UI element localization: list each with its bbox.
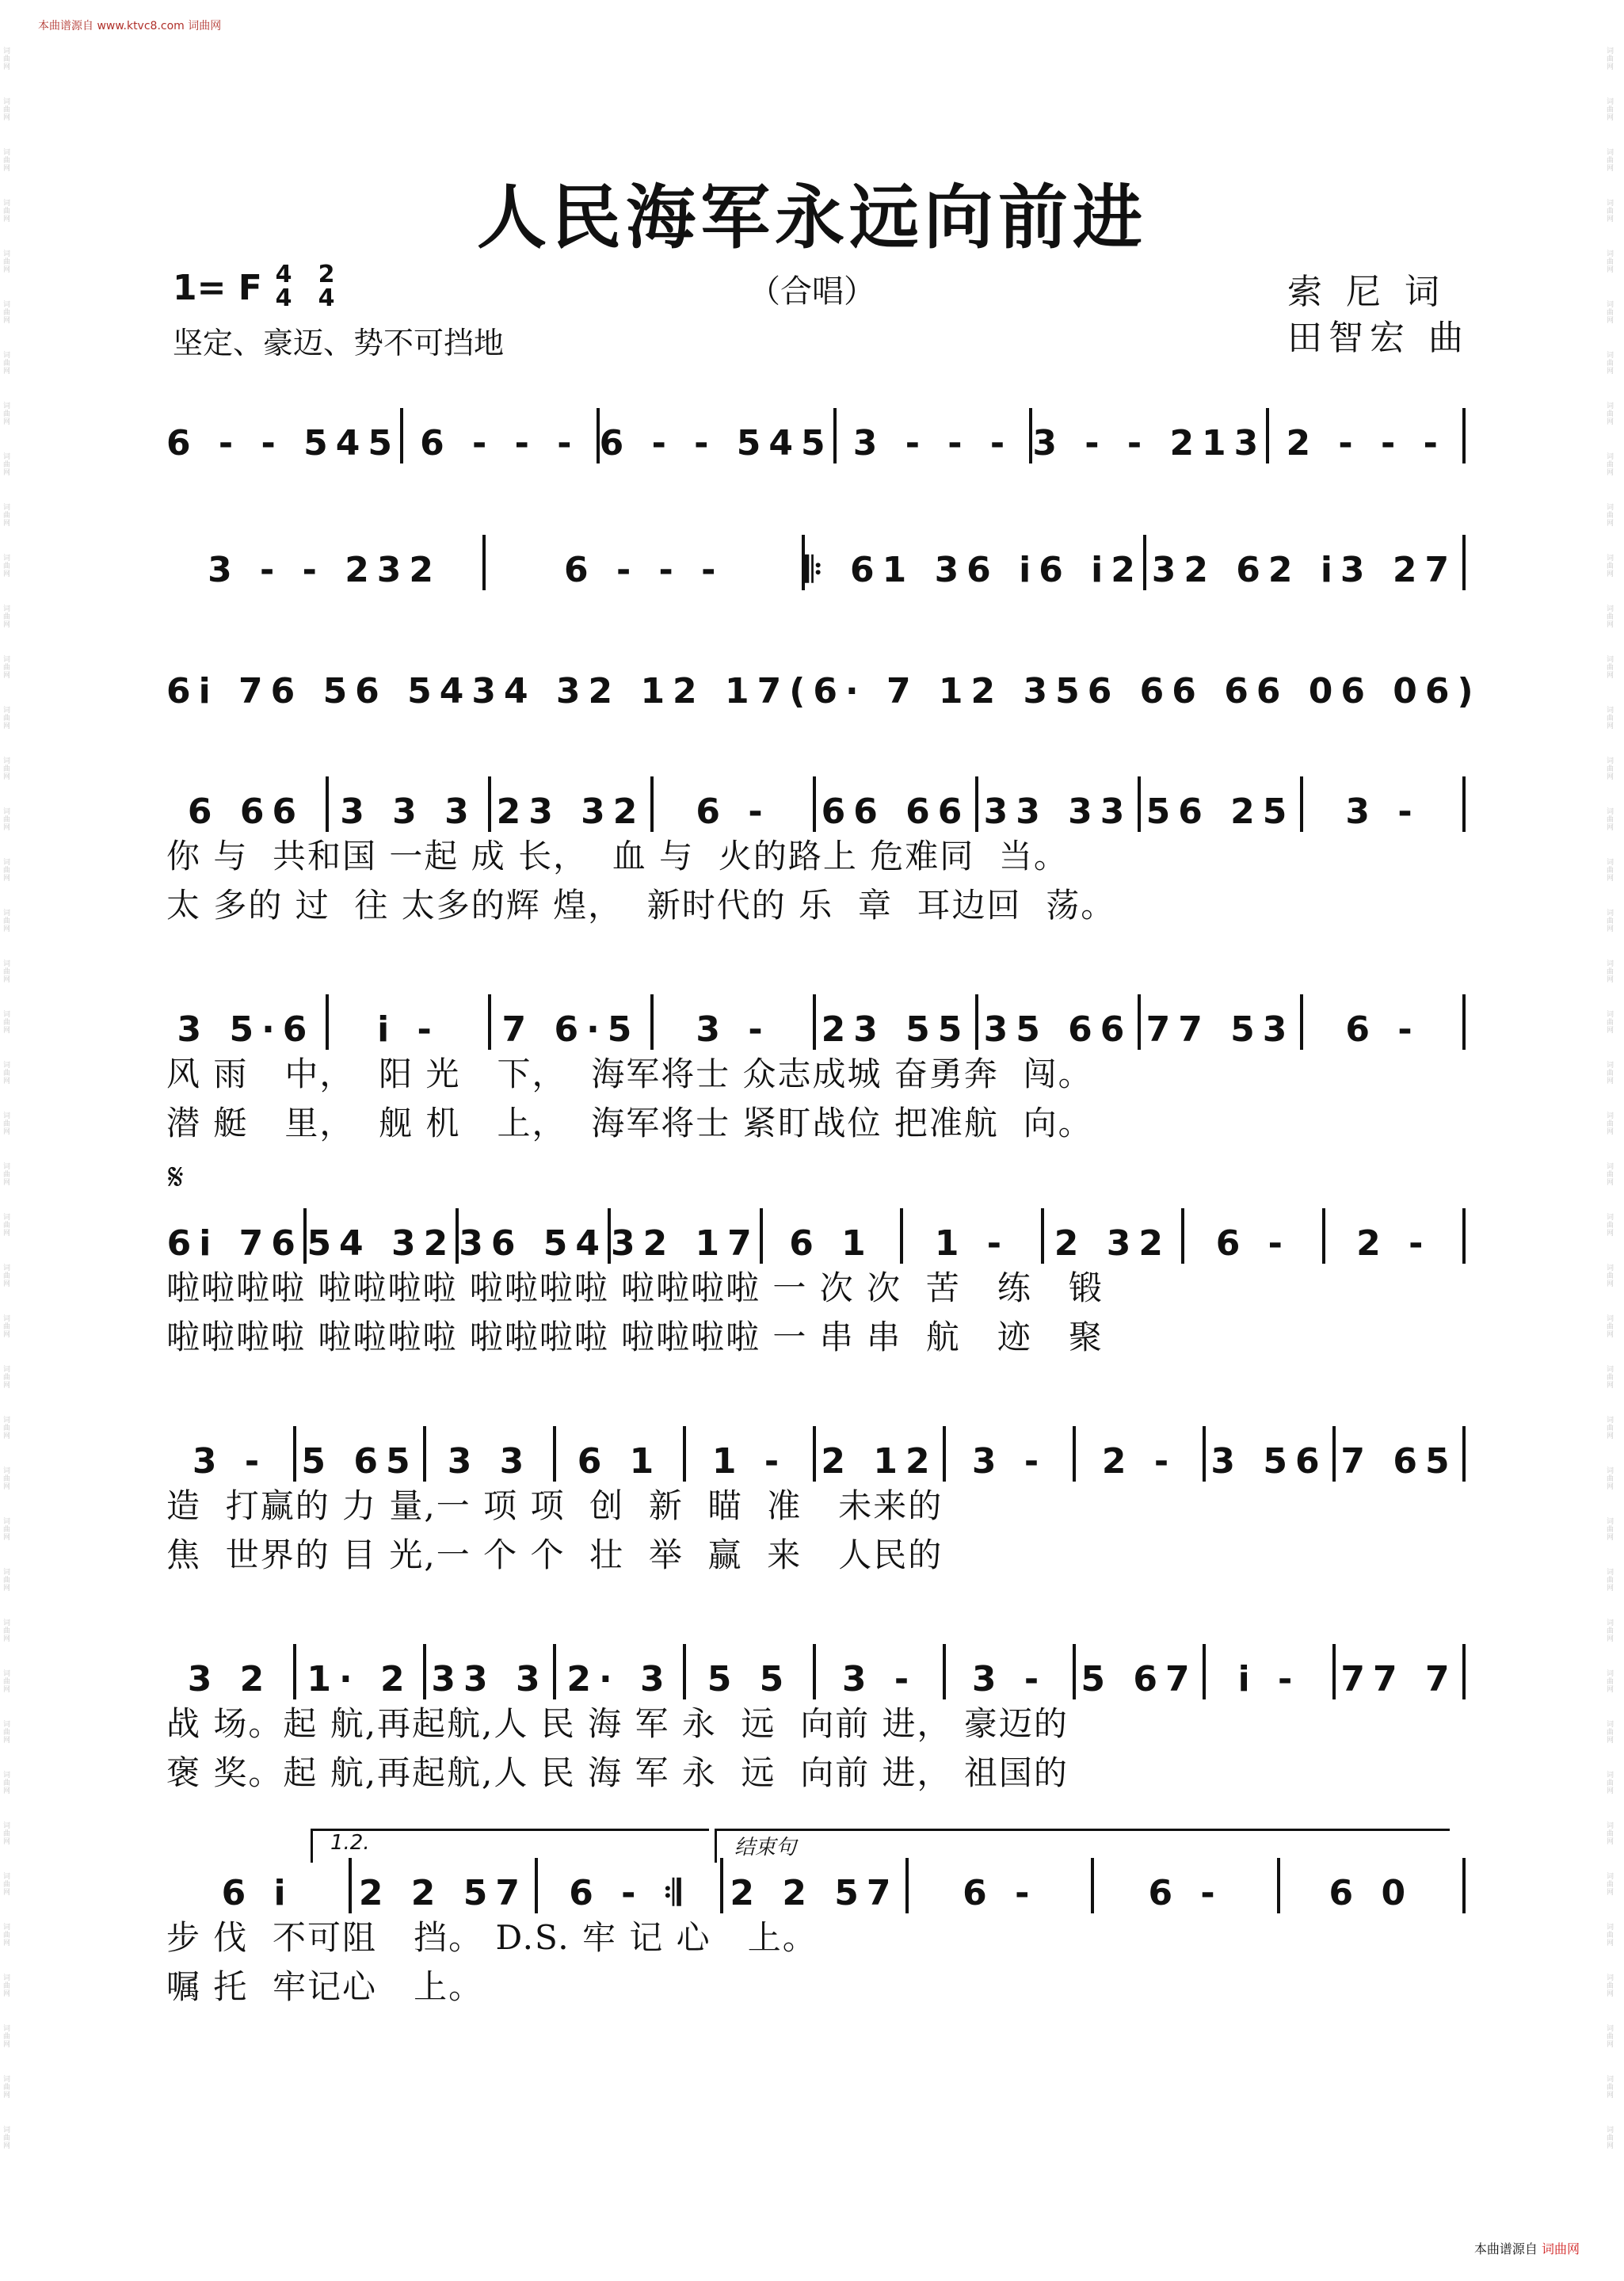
watermark-text: 词曲网 (3, 1366, 11, 1390)
watermark-text: 词曲网 (1607, 1214, 1614, 1238)
watermark-text: 词曲网 (3, 1467, 11, 1491)
notes-line (166, 1426, 1466, 1482)
time-signature-4-4: 4 4 (275, 261, 292, 312)
watermark-text: 词曲网 (1607, 555, 1614, 578)
measure: 6 - (1148, 1873, 1223, 1913)
watermark-text: 词曲网 (3, 1619, 11, 1643)
measure: 3 3 (447, 1441, 532, 1482)
footer-credit[interactable]: 本曲谱源自 词曲网 (1473, 2241, 1580, 2256)
bar-line (1462, 535, 1466, 590)
watermark-text: 词曲网 (1607, 1062, 1614, 1085)
measure: 56 25 (1146, 791, 1295, 832)
measure: 2 12 (821, 1441, 938, 1482)
measure: 6 - (1215, 1223, 1290, 1264)
score-row (166, 1858, 1466, 2012)
watermark-text: 词曲网 (3, 149, 11, 173)
measure: 3 - (696, 1009, 771, 1050)
watermark-text: 词曲网 (1607, 200, 1614, 223)
measure: 6 66 (187, 791, 305, 832)
measure: 23 32 (496, 791, 646, 832)
subtitle: （合唱） (749, 273, 875, 310)
measure: 3 56 (1210, 1441, 1328, 1482)
measure: i - (1237, 1659, 1301, 1699)
measure: 1 - (711, 1441, 787, 1482)
watermark-text: 词曲网 (3, 1873, 11, 1897)
measure: 2 2 57 (358, 1873, 528, 1913)
measure: 6 - - - (420, 423, 580, 463)
measure: 5 67 (1081, 1659, 1198, 1699)
watermark-text: 词曲网 (1607, 1264, 1614, 1288)
watermark-text: 词曲网 (3, 352, 11, 376)
measure: 5 5 (707, 1659, 792, 1699)
watermark-text: 词曲网 (3, 1264, 11, 1288)
measure: 3 2 (187, 1659, 273, 1699)
measure: 32 62 i3 27 (1151, 550, 1458, 590)
watermark-text: 词曲网 (1607, 1670, 1614, 1694)
watermark-text: 词曲网 (3, 1062, 11, 1085)
measure: 34 32 12 17 (471, 671, 790, 711)
watermark-text: 词曲网 (1607, 402, 1614, 426)
watermark-text: 词曲网 (1607, 1569, 1614, 1593)
watermark-text: 词曲网 (3, 1569, 11, 1593)
watermark-text: 词曲网 (1607, 1417, 1614, 1440)
watermark-text: 词曲网 (3, 1822, 11, 1846)
watermark-text: 词曲网 (3, 808, 11, 832)
watermark-text: 词曲网 (1607, 1924, 1614, 1947)
score-row (166, 994, 1466, 1148)
watermark-text: 词曲网 (3, 98, 11, 122)
measure: 𝄆 61 36 i6 i2 (805, 550, 1143, 590)
volta-coda: 结束句 (715, 1829, 1450, 1863)
measure: 77 53 (1146, 1009, 1295, 1050)
measure: 54 32 (307, 1223, 456, 1264)
watermark-text: 词曲网 (1607, 1721, 1614, 1745)
watermark-text: 词曲网 (3, 200, 11, 223)
measure: 32 17 (611, 1223, 760, 1264)
bar-line (1462, 1858, 1466, 1913)
measure: 3 - - - (852, 423, 1013, 463)
watermark-text: 词曲网 (1607, 48, 1614, 71)
watermark-text: 词曲网 (3, 1721, 11, 1745)
score-row (166, 656, 1481, 711)
watermark-text: 词曲网 (3, 402, 11, 426)
lyric-line: 焦 世界的 目 光,一 个 个 壮 举 赢 来 人民的 (166, 1535, 944, 1574)
bar-line (1462, 994, 1466, 1050)
measure: 77 7 (1340, 1659, 1458, 1699)
measure: 2 32 (1054, 1223, 1171, 1264)
measure: 1· 2 (307, 1659, 413, 1699)
measure: 6 1 (577, 1441, 662, 1482)
segno-sign: 𝄋 (168, 1155, 184, 1198)
watermark-text: 词曲网 (3, 2025, 11, 2049)
measure: 6i 76 56 54 (166, 671, 472, 711)
measure: 7 6·5 (501, 1009, 640, 1050)
watermark-text: 词曲网 (1607, 808, 1614, 832)
measure: 6 - - - (564, 550, 724, 590)
song-title: 人民海军永远向前进 (476, 176, 1147, 258)
notes-line (166, 1644, 1466, 1699)
source-header[interactable]: 本曲谱源自 www.ktvc8.com 词曲网 (38, 20, 222, 32)
measure: (6· 7 12 35 (789, 671, 1088, 711)
time-signature-2-4: 2 4 (318, 261, 335, 312)
watermark-text: 词曲网 (3, 605, 11, 629)
score-row (166, 1208, 1466, 1362)
score-row (166, 535, 1466, 590)
watermark-text: 词曲网 (1607, 1315, 1614, 1339)
measure: 6 i (221, 1873, 294, 1913)
notes-line (166, 1208, 1466, 1264)
watermark-text: 词曲网 (1607, 149, 1614, 173)
measure: 23 55 (821, 1009, 970, 1050)
notes-line (166, 994, 1466, 1050)
watermark-text: 词曲网 (1607, 504, 1614, 528)
watermark-text: 词曲网 (1607, 98, 1614, 122)
measure: 33 3 (431, 1659, 548, 1699)
measure: 6 1 (789, 1223, 874, 1264)
measure: 3 - (971, 1441, 1047, 1482)
notes-line (166, 1858, 1466, 1913)
measure: 6 0 (1329, 1873, 1414, 1913)
watermark-text: 词曲网 (3, 707, 11, 730)
watermark-text: 词曲网 (3, 1315, 11, 1339)
measure: 6 66 66 06 06) (1087, 671, 1481, 711)
watermark-text: 词曲网 (1607, 352, 1614, 376)
watermark-text: 词曲网 (3, 48, 11, 71)
bar-line (1462, 1208, 1466, 1264)
measure: 36 54 (459, 1223, 608, 1264)
watermark-text: 词曲网 (1607, 1772, 1614, 1795)
watermark-text: 词曲网 (1607, 1011, 1614, 1035)
watermark-text: 词曲网 (1607, 1974, 1614, 1998)
bar-line (1462, 408, 1466, 463)
watermark-text: 词曲网 (1607, 656, 1614, 680)
measure: 33 33 (983, 791, 1133, 832)
measure: 6 - (963, 1873, 1038, 1913)
watermark-text: 词曲网 (3, 1011, 11, 1035)
watermark-text: 词曲网 (1607, 2025, 1614, 2049)
measure: 3 - (192, 1441, 268, 1482)
watermark-text: 词曲网 (3, 555, 11, 578)
watermark-text: 词曲网 (1607, 1163, 1614, 1187)
measure: 2 - (1356, 1223, 1431, 1264)
watermark-text: 词曲网 (3, 1974, 11, 1998)
watermark-text: 词曲网 (3, 504, 11, 528)
measure: i - (377, 1009, 440, 1050)
bar-line (1462, 776, 1466, 832)
lyric-line: 啦啦啦啦 啦啦啦啦 啦啦啦啦 啦啦啦啦 一 串 串 航 迹 聚 (166, 1318, 1104, 1356)
measure: 66 66 (821, 791, 970, 832)
lyric-line: 潜 艇 里， 舰 机 上， 海军将士 紧盯战位 把准航 向。 (166, 1104, 1093, 1142)
lyric-line: 战 场。起 航,再起航,人 民 海 军 永 远 向前 进， 豪迈的 (166, 1704, 1069, 1743)
watermark-text: 词曲网 (1607, 605, 1614, 629)
lyric-line: 造 打赢的 力 量,一 项 项 创 新 瞄 准 未来的 (166, 1486, 944, 1525)
watermark-text: 词曲网 (3, 859, 11, 883)
watermark-text: 词曲网 (1607, 960, 1614, 984)
watermark-text: 词曲网 (1607, 910, 1614, 933)
watermark-text: 词曲网 (1607, 1619, 1614, 1643)
measure: 1 - (934, 1223, 1010, 1264)
measure: 5 65 (301, 1441, 418, 1482)
measure: 2· 3 (566, 1659, 673, 1699)
measure: 3 5·6 (177, 1009, 315, 1050)
right-watermark-strip (1607, 48, 1619, 2218)
watermark-text: 词曲网 (1607, 1518, 1614, 1542)
watermark-text: 词曲网 (1607, 2076, 1614, 2100)
composer-credit: 田智宏 曲 (1287, 318, 1470, 358)
left-watermark-strip (3, 48, 16, 2218)
watermark-text: 词曲网 (3, 656, 11, 680)
watermark-text: 词曲网 (1607, 859, 1614, 883)
watermark-text: 词曲网 (3, 453, 11, 477)
measure: 6 - - 545 (166, 423, 400, 463)
lyric-line: 步 伐 不可阻 挡。 D.S. 牢 记 心 上。 (166, 1918, 818, 1957)
volta-first-ending: 1.2. (311, 1829, 709, 1863)
watermark-text: 词曲网 (1607, 1112, 1614, 1136)
lyric-line: 太 多的 过 往 太多的辉 煌， 新时代的 乐 章 耳边回 荡。 (166, 886, 1116, 925)
key-signature: 1= F (173, 268, 262, 308)
watermark-text: 词曲网 (1607, 1873, 1614, 1897)
measure: 3 - - 232 (208, 550, 442, 590)
notes-line (166, 535, 1466, 590)
watermark-text: 词曲网 (3, 1924, 11, 1947)
measure: 35 66 (983, 1009, 1133, 1050)
watermark-text: 词曲网 (1607, 453, 1614, 477)
measure: 7 65 (1340, 1441, 1458, 1482)
lyric-line: 嘱 托 牢记心 上。 (166, 1967, 484, 2006)
score-row (166, 1426, 1466, 1580)
score-row (166, 408, 1466, 463)
lyricist-credit: 索 尼 词 (1287, 272, 1446, 312)
measure: 6 - - 545 (599, 423, 833, 463)
watermark-text: 词曲网 (3, 2076, 11, 2100)
measure: 6 - (696, 791, 771, 832)
watermark-text: 词曲网 (3, 2127, 11, 2150)
watermark-text: 词曲网 (3, 960, 11, 984)
watermark-text: 词曲网 (1607, 2127, 1614, 2150)
measure: 2 - - - (1286, 423, 1446, 463)
watermark-text: 词曲网 (1607, 757, 1614, 781)
watermark-text: 词曲网 (3, 301, 11, 325)
score-row (166, 1644, 1466, 1798)
watermark-text: 词曲网 (3, 250, 11, 274)
watermark-text: 词曲网 (3, 1214, 11, 1238)
lyric-line: 啦啦啦啦 啦啦啦啦 啦啦啦啦 啦啦啦啦 一 次 次 苦 练 锻 (166, 1268, 1104, 1307)
tempo-marking: 坚定、豪迈、势不可挡地 (173, 326, 505, 360)
notes-line (166, 408, 1466, 463)
lyric-line: 你 与 共和国 一起 成 长， 血 与 火的路上 危难同 当。 (166, 837, 1069, 875)
measure: 6i 76 (166, 1223, 303, 1264)
measure: 6 - (1345, 1009, 1420, 1050)
watermark-text: 词曲网 (3, 1417, 11, 1440)
measure: 6 - 𝄇 (569, 1873, 689, 1913)
watermark-text: 词曲网 (1607, 1822, 1614, 1846)
measure: 2 - (1101, 1441, 1177, 1482)
measure: 3 3 3 (340, 791, 477, 832)
watermark-text: 词曲网 (3, 1772, 11, 1795)
watermark-text: 词曲网 (3, 1112, 11, 1136)
watermark-text: 词曲网 (3, 1163, 11, 1187)
measure: 3 - - 213 (1032, 423, 1267, 463)
measure: 3 - (841, 1659, 917, 1699)
watermark-text: 词曲网 (3, 1670, 11, 1694)
lyric-line: 褒 奖。起 航,再起航,人 民 海 军 永 远 向前 进， 祖国的 (166, 1753, 1069, 1792)
watermark-text: 词曲网 (1607, 301, 1614, 325)
watermark-text: 词曲网 (1607, 1467, 1614, 1491)
notes-line (166, 656, 1481, 711)
lyric-line: 风 雨 中， 阳 光 下， 海军将士 众志成城 奋勇奔 闯。 (166, 1055, 1093, 1093)
watermark-text: 词曲网 (3, 1518, 11, 1542)
watermark-text: 词曲网 (1607, 707, 1614, 730)
bar-line (1462, 1644, 1466, 1699)
watermark-text: 词曲网 (3, 757, 11, 781)
score-row (166, 776, 1466, 930)
measure: 3 - (971, 1659, 1047, 1699)
watermark-text: 词曲网 (3, 910, 11, 933)
bar-line (1462, 1426, 1466, 1482)
measure: 3 - (1345, 791, 1420, 832)
notes-line (166, 776, 1466, 832)
measure: 2 2 57 (730, 1873, 899, 1913)
watermark-text: 词曲网 (1607, 250, 1614, 274)
watermark-text: 词曲网 (1607, 1366, 1614, 1390)
